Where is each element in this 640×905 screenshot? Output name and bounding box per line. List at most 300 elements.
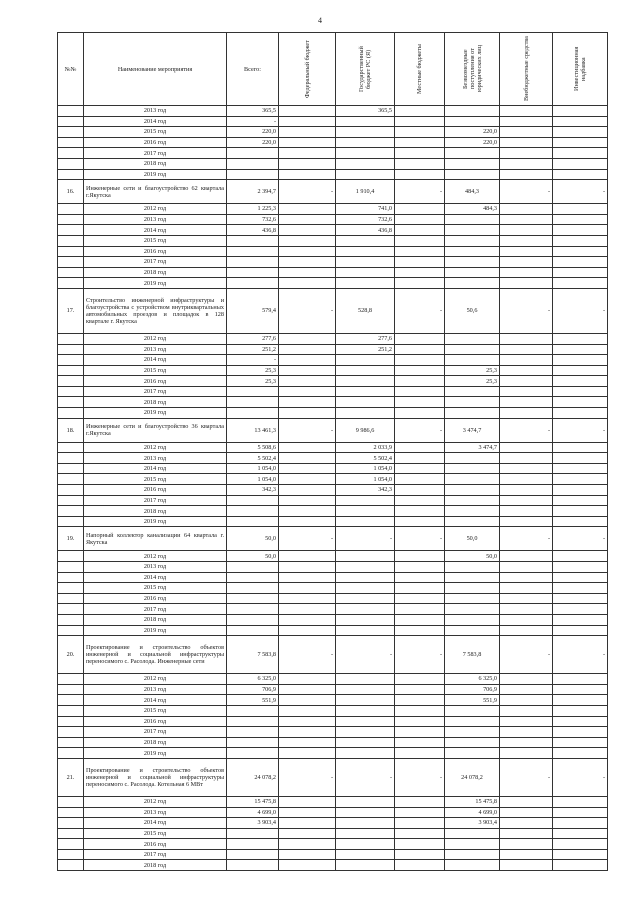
year-label: 2014 год xyxy=(84,572,227,583)
activity-name: Инженерные сети и благоустройство 62 квартала г.Якутска xyxy=(84,180,227,204)
year-row xyxy=(58,737,608,748)
year-label: 2013 год xyxy=(84,344,227,355)
cell-federal xyxy=(279,169,336,180)
year-row xyxy=(58,267,608,278)
year-row xyxy=(58,214,608,225)
cell-state: - xyxy=(336,636,395,674)
cell-federal xyxy=(279,516,336,527)
cell-invest: - xyxy=(553,758,608,796)
cell-state xyxy=(336,127,395,138)
cell-total xyxy=(227,257,279,268)
activity-name: Проектирование и строительство объектов инженерной и социальной инфраструктуры переносимого с. Расолода. Котельная 6 МВт xyxy=(84,758,227,796)
year-label: 2017 год xyxy=(84,495,227,506)
cell-federal xyxy=(279,604,336,615)
cell-invest: - xyxy=(553,288,608,333)
cell-invest xyxy=(553,562,608,573)
cell-state: 9 986,6 xyxy=(336,418,395,442)
cell-state xyxy=(336,516,395,527)
year-row xyxy=(58,516,608,527)
cell-local xyxy=(395,625,445,636)
year-row xyxy=(58,727,608,738)
cell-total: 579,4 xyxy=(227,288,279,333)
row-number: 16. xyxy=(58,180,84,204)
cell-total xyxy=(227,860,279,871)
cell-total: 24 078,2 xyxy=(227,758,279,796)
row-number xyxy=(58,828,84,839)
cell-state xyxy=(336,583,395,594)
cell-local xyxy=(395,267,445,278)
cell-total xyxy=(227,716,279,727)
cell-gratuitous xyxy=(445,572,500,583)
cell-gratuitous xyxy=(445,495,500,506)
header-row xyxy=(58,33,608,106)
row-number xyxy=(58,485,84,496)
cell-extra xyxy=(500,257,553,268)
cell-extra xyxy=(500,737,553,748)
cell-state: 1 054,0 xyxy=(336,474,395,485)
cell-federal xyxy=(279,695,336,706)
cell-invest xyxy=(553,839,608,850)
cell-extra: - xyxy=(500,180,553,204)
cell-invest xyxy=(553,463,608,474)
cell-local xyxy=(395,705,445,716)
cell-local xyxy=(395,562,445,573)
cell-total: 2 394,7 xyxy=(227,180,279,204)
cell-extra xyxy=(500,355,553,366)
row-number xyxy=(58,495,84,506)
cell-state xyxy=(336,748,395,759)
year-label: 2016 год xyxy=(84,716,227,727)
year-row xyxy=(58,849,608,860)
cell-state: 342,3 xyxy=(336,485,395,496)
cell-invest xyxy=(553,386,608,397)
cell-state xyxy=(336,506,395,517)
cell-gratuitous: 7 583,8 xyxy=(445,636,500,674)
cell-local xyxy=(395,148,445,159)
cell-gratuitous xyxy=(445,474,500,485)
cell-gratuitous xyxy=(445,748,500,759)
cell-total xyxy=(227,408,279,419)
cell-total: 551,9 xyxy=(227,695,279,706)
cell-gratuitous xyxy=(445,583,500,594)
cell-state xyxy=(336,278,395,289)
cell-total: 732,6 xyxy=(227,214,279,225)
cell-local xyxy=(395,684,445,695)
row-number xyxy=(58,625,84,636)
header-total: Всего: xyxy=(227,33,279,106)
year-label: 2017 год xyxy=(84,386,227,397)
year-label: 2013 год xyxy=(84,453,227,464)
cell-gratuitous xyxy=(445,225,500,236)
row-number xyxy=(58,442,84,453)
cell-federal xyxy=(279,333,336,344)
row-number: 19. xyxy=(58,527,84,551)
cell-invest xyxy=(553,106,608,117)
row-number xyxy=(58,246,84,257)
cell-federal xyxy=(279,137,336,148)
cell-invest xyxy=(553,257,608,268)
cell-invest xyxy=(553,148,608,159)
year-row xyxy=(58,474,608,485)
cell-local xyxy=(395,257,445,268)
cell-state xyxy=(336,386,395,397)
year-label: 2015 год xyxy=(84,583,227,594)
year-label: 2015 год xyxy=(84,365,227,376)
cell-local xyxy=(395,485,445,496)
cell-federal xyxy=(279,365,336,376)
cell-invest xyxy=(553,235,608,246)
cell-state: 365,5 xyxy=(336,106,395,117)
cell-invest xyxy=(553,625,608,636)
cell-state: 2 033,9 xyxy=(336,442,395,453)
cell-extra xyxy=(500,807,553,818)
cell-gratuitous: 551,9 xyxy=(445,695,500,706)
cell-gratuitous xyxy=(445,737,500,748)
year-row xyxy=(58,495,608,506)
row-number xyxy=(58,516,84,527)
cell-local xyxy=(395,127,445,138)
cell-state: 251,2 xyxy=(336,344,395,355)
cell-extra: - xyxy=(500,758,553,796)
cell-extra xyxy=(500,137,553,148)
cell-total: 342,3 xyxy=(227,485,279,496)
year-row xyxy=(58,355,608,366)
cell-extra xyxy=(500,572,553,583)
cell-federal xyxy=(279,727,336,738)
cell-state xyxy=(336,235,395,246)
item-row xyxy=(58,288,608,333)
year-label: 2017 год xyxy=(84,148,227,159)
activity-name: Строительство инженерной инфраструктуры и благоустройства с устройством внутриквартальных автомобильных проездов и площадок в 128 квартале г. Якутска xyxy=(84,288,227,333)
year-row xyxy=(58,684,608,695)
cell-local xyxy=(395,849,445,860)
cell-federal xyxy=(279,344,336,355)
cell-invest xyxy=(553,225,608,236)
year-label: 2015 год xyxy=(84,474,227,485)
year-label: 2016 год xyxy=(84,593,227,604)
cell-extra xyxy=(500,705,553,716)
cell-local xyxy=(395,214,445,225)
cell-invest xyxy=(553,204,608,215)
item-row xyxy=(58,636,608,674)
cell-federal xyxy=(279,106,336,117)
cell-federal xyxy=(279,355,336,366)
row-number xyxy=(58,748,84,759)
cell-invest xyxy=(553,727,608,738)
cell-invest xyxy=(553,408,608,419)
cell-total: 1 054,0 xyxy=(227,474,279,485)
cell-invest xyxy=(553,333,608,344)
row-number xyxy=(58,674,84,685)
row-number: 20. xyxy=(58,636,84,674)
row-number xyxy=(58,408,84,419)
year-row xyxy=(58,614,608,625)
cell-federal xyxy=(279,583,336,594)
year-row xyxy=(58,695,608,706)
cell-total xyxy=(227,625,279,636)
cell-total xyxy=(227,614,279,625)
cell-extra xyxy=(500,562,553,573)
cell-invest xyxy=(553,737,608,748)
cell-state xyxy=(336,849,395,860)
row-number xyxy=(58,506,84,517)
cell-state xyxy=(336,839,395,850)
cell-extra xyxy=(500,148,553,159)
row-number xyxy=(58,106,84,117)
cell-extra xyxy=(500,604,553,615)
cell-federal xyxy=(279,474,336,485)
cell-local xyxy=(395,818,445,829)
cell-state xyxy=(336,365,395,376)
cell-local xyxy=(395,408,445,419)
activity-name: Напорный коллектор канализации 64 квартала г. Якутска xyxy=(84,527,227,551)
row-number xyxy=(58,235,84,246)
cell-local: - xyxy=(395,527,445,551)
cell-federal xyxy=(279,235,336,246)
cell-local xyxy=(395,246,445,257)
cell-gratuitous xyxy=(445,705,500,716)
cell-extra xyxy=(500,376,553,387)
year-row xyxy=(58,235,608,246)
header-state: Государственный бюджет РС (Я) xyxy=(336,33,395,106)
row-number xyxy=(58,807,84,818)
cell-federal xyxy=(279,386,336,397)
year-row xyxy=(58,860,608,871)
cell-extra: - xyxy=(500,418,553,442)
cell-total: 5 502,4 xyxy=(227,453,279,464)
header-name: Наименование мероприятия xyxy=(84,33,227,106)
cell-local xyxy=(395,695,445,706)
cell-state xyxy=(336,397,395,408)
cell-local xyxy=(395,737,445,748)
cell-invest xyxy=(553,684,608,695)
row-number xyxy=(58,355,84,366)
cell-invest xyxy=(553,278,608,289)
page-number: 4 xyxy=(318,16,322,25)
year-label: 2015 год xyxy=(84,828,227,839)
year-row xyxy=(58,333,608,344)
cell-gratuitous xyxy=(445,828,500,839)
cell-extra xyxy=(500,495,553,506)
year-label: 2018 год xyxy=(84,737,227,748)
cell-state xyxy=(336,828,395,839)
year-label: 2012 год xyxy=(84,204,227,215)
cell-extra xyxy=(500,106,553,117)
year-row xyxy=(58,674,608,685)
year-label: 2018 год xyxy=(84,614,227,625)
cell-local xyxy=(395,278,445,289)
cell-extra xyxy=(500,127,553,138)
cell-invest xyxy=(553,442,608,453)
cell-invest xyxy=(553,169,608,180)
cell-gratuitous: 220,0 xyxy=(445,127,500,138)
cell-invest xyxy=(553,860,608,871)
cell-state: - xyxy=(336,527,395,551)
year-label: 2018 год xyxy=(84,860,227,871)
cell-total: 25,3 xyxy=(227,376,279,387)
cell-extra xyxy=(500,551,553,562)
cell-local xyxy=(395,716,445,727)
year-row xyxy=(58,278,608,289)
cell-state xyxy=(336,257,395,268)
cell-total xyxy=(227,593,279,604)
row-number xyxy=(58,116,84,127)
cell-invest xyxy=(553,485,608,496)
cell-local xyxy=(395,860,445,871)
cell-extra xyxy=(500,695,553,706)
cell-local xyxy=(395,225,445,236)
cell-gratuitous xyxy=(445,169,500,180)
cell-federal xyxy=(279,408,336,419)
year-row xyxy=(58,463,608,474)
cell-gratuitous xyxy=(445,116,500,127)
cell-gratuitous xyxy=(445,716,500,727)
year-row xyxy=(58,365,608,376)
cell-gratuitous: 706,9 xyxy=(445,684,500,695)
cell-total: 251,2 xyxy=(227,344,279,355)
cell-extra: - xyxy=(500,288,553,333)
cell-local xyxy=(395,365,445,376)
cell-federal xyxy=(279,267,336,278)
cell-state xyxy=(336,705,395,716)
cell-total xyxy=(227,839,279,850)
row-number xyxy=(58,365,84,376)
cell-gratuitous xyxy=(445,235,500,246)
cell-federal xyxy=(279,485,336,496)
year-label: 2014 год xyxy=(84,116,227,127)
cell-federal xyxy=(279,614,336,625)
cell-state xyxy=(336,695,395,706)
cell-extra xyxy=(500,463,553,474)
cell-total: 7 583,8 xyxy=(227,636,279,674)
year-label: 2012 год xyxy=(84,674,227,685)
row-number xyxy=(58,158,84,169)
row-number xyxy=(58,572,84,583)
cell-local xyxy=(395,355,445,366)
row-number xyxy=(58,376,84,387)
cell-local: - xyxy=(395,418,445,442)
cell-total: 365,5 xyxy=(227,106,279,117)
cell-federal: - xyxy=(279,180,336,204)
year-label: 2012 год xyxy=(84,796,227,807)
cell-extra xyxy=(500,214,553,225)
cell-total: 277,6 xyxy=(227,333,279,344)
row-number xyxy=(58,474,84,485)
cell-extra xyxy=(500,267,553,278)
cell-state xyxy=(336,246,395,257)
cell-federal xyxy=(279,716,336,727)
cell-extra xyxy=(500,344,553,355)
cell-extra xyxy=(500,169,553,180)
cell-local: - xyxy=(395,636,445,674)
cell-extra xyxy=(500,593,553,604)
item-row xyxy=(58,418,608,442)
year-label: 2013 год xyxy=(84,684,227,695)
year-row xyxy=(58,604,608,615)
row-number xyxy=(58,169,84,180)
cell-federal xyxy=(279,214,336,225)
cell-federal xyxy=(279,246,336,257)
row-number xyxy=(58,214,84,225)
cell-gratuitous xyxy=(445,849,500,860)
cell-local xyxy=(395,506,445,517)
cell-extra xyxy=(500,116,553,127)
year-label: 2016 год xyxy=(84,376,227,387)
cell-gratuitous xyxy=(445,397,500,408)
cell-local xyxy=(395,158,445,169)
row-number: 18. xyxy=(58,418,84,442)
cell-extra xyxy=(500,386,553,397)
cell-state: 277,6 xyxy=(336,333,395,344)
year-row xyxy=(58,397,608,408)
cell-invest xyxy=(553,376,608,387)
cell-local xyxy=(395,106,445,117)
row-number xyxy=(58,463,84,474)
cell-invest: - xyxy=(553,527,608,551)
row-number xyxy=(58,860,84,871)
cell-state xyxy=(336,604,395,615)
cell-state xyxy=(336,116,395,127)
cell-total xyxy=(227,235,279,246)
cell-federal xyxy=(279,860,336,871)
budget-table xyxy=(57,32,608,871)
year-row xyxy=(58,748,608,759)
cell-invest xyxy=(553,214,608,225)
cell-local xyxy=(395,748,445,759)
cell-state xyxy=(336,727,395,738)
cell-gratuitous xyxy=(445,257,500,268)
year-row xyxy=(58,828,608,839)
cell-total xyxy=(227,397,279,408)
year-label: 2015 год xyxy=(84,235,227,246)
cell-invest xyxy=(553,583,608,594)
cell-total xyxy=(227,386,279,397)
year-label: 2014 год xyxy=(84,355,227,366)
cell-federal xyxy=(279,572,336,583)
year-label: 2018 год xyxy=(84,397,227,408)
cell-local xyxy=(395,614,445,625)
row-number xyxy=(58,386,84,397)
cell-federal xyxy=(279,127,336,138)
cell-gratuitous: 3 474,7 xyxy=(445,418,500,442)
row-number xyxy=(58,727,84,738)
row-number xyxy=(58,225,84,236)
year-row xyxy=(58,386,608,397)
year-label: 2018 год xyxy=(84,158,227,169)
row-number xyxy=(58,818,84,829)
cell-state: - xyxy=(336,758,395,796)
cell-extra xyxy=(500,235,553,246)
cell-extra xyxy=(500,474,553,485)
cell-state xyxy=(336,355,395,366)
year-row xyxy=(58,169,608,180)
cell-extra xyxy=(500,818,553,829)
year-row xyxy=(58,551,608,562)
cell-state xyxy=(336,818,395,829)
cell-local xyxy=(395,397,445,408)
year-row xyxy=(58,562,608,573)
year-row xyxy=(58,116,608,127)
cell-total xyxy=(227,604,279,615)
cell-total xyxy=(227,583,279,594)
cell-state xyxy=(336,551,395,562)
cell-extra xyxy=(500,796,553,807)
cell-federal xyxy=(279,625,336,636)
year-row xyxy=(58,705,608,716)
year-row xyxy=(58,106,608,117)
cell-extra xyxy=(500,506,553,517)
cell-federal xyxy=(279,278,336,289)
